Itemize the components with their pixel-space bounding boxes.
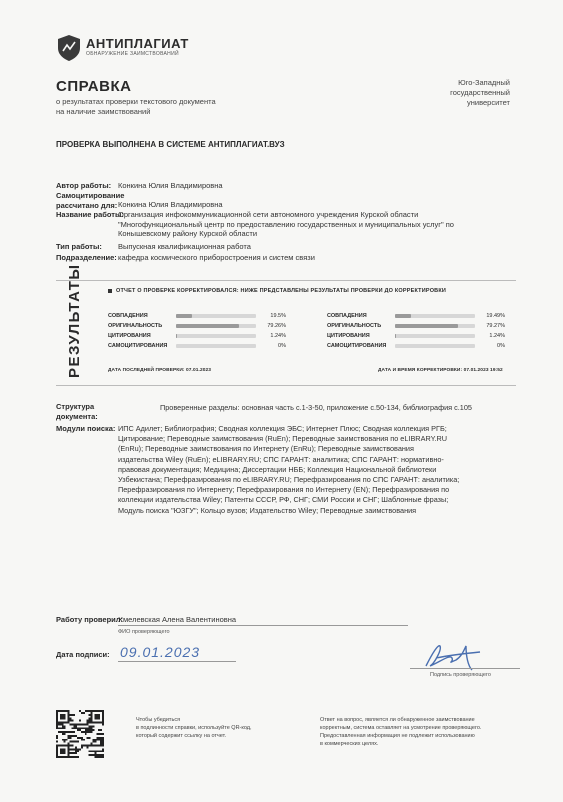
qr-module [71,735,73,737]
footer-qr-line: который содержит ссылку на отчет. [136,733,227,739]
qr-module [56,727,58,729]
qr-module [64,741,66,743]
work-title-value [118,210,518,239]
qr-module [87,722,89,724]
qr-module [77,723,79,725]
qr-module [102,756,104,758]
qr-module [64,739,66,741]
qr-module [69,731,71,733]
signature-underline [410,668,520,669]
footer-qr-line: Чтобы убедиться [136,717,181,723]
qr-module [69,752,71,754]
qr-module [102,750,104,752]
qr-module [89,725,91,727]
qr-module [89,718,91,720]
qr-module [73,725,75,727]
metric-bar [395,314,475,318]
qr-module [100,741,102,743]
qr-module [71,731,73,733]
qr-module [83,745,85,747]
qr-module [56,735,58,737]
self-cite-value: Конкина Юлия Владимировна [118,200,223,209]
qr-module [92,741,94,743]
footer-disclaimer-line: Ответ на вопрос, является ли обнаруженное заимствование [320,717,475,723]
qr-module [102,754,104,756]
qr-module [71,720,73,722]
metric-label: ЦИТИРОВАНИЯ [327,333,370,339]
qr-module [71,727,73,729]
qr-module [89,745,91,747]
qr-module [69,718,71,720]
qr-module [89,754,91,756]
qr-module [81,737,83,739]
structure-label [56,402,98,421]
metric-label: ОРИГИНАЛЬНОСТЬ [327,323,382,329]
logo-name: АНТИПЛАГИАТ [86,36,189,51]
date-sign-label: Дата подписи: [56,650,110,659]
qr-module [64,731,66,733]
qr-module [62,731,64,733]
qr-module [75,746,77,748]
qr-module [94,741,96,743]
footer-disclaimer [320,716,530,748]
qr-module [71,714,73,716]
dept-value: кафедра космического приборостроения и систем связи [118,253,315,262]
qr-module [89,710,91,712]
structure-label-line: документа: [56,411,98,421]
qr-module [79,737,81,739]
qr-module [98,754,100,756]
qr-module [94,752,96,754]
qr-module [73,723,75,725]
signature-image [410,636,490,676]
qr-module [89,729,91,731]
qr-module [102,743,104,745]
footer-disclaimer-line: Предоставленная информация не подлежит использованию [320,733,475,739]
metric-bar-fill [395,334,396,338]
qr-module [62,739,64,741]
qr-module [98,739,100,741]
qr-module [75,735,77,737]
qr-module [92,754,94,756]
qr-module [60,731,62,733]
qr-module [91,725,93,727]
qr-module [83,712,85,714]
metric-bar [176,314,256,318]
metric-bar-fill [395,324,458,328]
qr-module [64,725,66,727]
metric-value: 79.26% [267,323,286,329]
self-cite-label [56,191,124,210]
qr-module [98,756,100,758]
document-title: СПРАВКА [56,78,132,95]
qr-module [87,746,89,748]
metric-bar-fill [176,334,177,338]
organization [400,78,510,108]
qr-module [94,754,96,756]
metric-label: СОВПАДЕНИЯ [108,313,148,319]
qr-module [75,750,77,752]
qr-module [68,731,70,733]
qr-module [69,720,71,722]
qr-module [92,739,94,741]
check-system: ПРОВЕРКА ВЫПОЛНЕНА В СИСТЕМЕ АНТИПЛАГИАТ.ВУЗ [56,140,285,149]
modules-line: правовая документация; Медицина; Диссертации НББ; Коллекция Национальной библиотеки [118,464,437,474]
qr-module [91,743,93,745]
qr-module [94,745,96,747]
qr-module [79,729,81,731]
date-underline [118,661,236,662]
qr-module [71,756,73,758]
qr-module [98,737,100,739]
qr-module [100,743,102,745]
qr-module [73,741,75,743]
qr-module [96,737,98,739]
qr-module [79,710,81,712]
qr-module [62,725,64,727]
qr-module [87,710,89,712]
qr-module [56,723,58,725]
metric-bar [395,344,475,348]
qr-module [83,731,85,733]
shield-icon [56,34,82,62]
qr-module [69,745,71,747]
results-header-text: ОТЧЕТ О ПРОВЕРКЕ КОРРЕКТИРОВАЛСЯ: НИЖЕ ПРЕДСТАВЛЕНЫ РЕЗУЛЬТАТЫ ПРОВЕРКИ ДО КОРРЕКТИРОВКИ [116,288,447,294]
qr-module [94,750,96,752]
qr-module [81,739,83,741]
metric-value: 19.49% [486,313,505,319]
qr-module [87,745,89,747]
qr-module [87,723,89,725]
qr-module [91,745,93,747]
qr-module [94,739,96,741]
metric-value: 1.24% [489,333,505,339]
qr-module [73,748,75,750]
qr-module [81,723,83,725]
qr-module [56,741,58,743]
self-cite-label-line: рассчитано для: [56,200,118,210]
qr-module [71,723,73,725]
checker-value: Хмелевская Алена Валентиновна [118,615,237,624]
qr-module [77,750,79,752]
qr-module [85,731,87,733]
dept-label: Подразделение: [56,253,117,262]
qr-module [91,750,93,752]
qr-module [96,745,98,747]
metric-label: ОРИГИНАЛЬНОСТЬ [108,323,163,329]
author-value: Конкина Юлия Владимировна [118,181,223,190]
qr-module [69,735,71,737]
qr-module [75,741,77,743]
qr-module [62,733,64,735]
metric-label: ЦИТИРОВАНИЯ [108,333,151,339]
qr-module [62,723,64,725]
metric-label: САМОЦИТИРОВАНИЯ [327,343,387,349]
qr-module [91,727,93,729]
qr-module [100,750,102,752]
modules-line: Цитирование; Переводные заимствования (RuEn); Переводные заимствования по eLIBRARY.RU [118,434,448,444]
metric-label: САМОЦИТИРОВАНИЯ [108,343,168,349]
checker-caption: ФИО проверяющего [118,629,170,635]
qr-module [77,756,79,758]
metric-bar [176,334,256,338]
qr-module [69,748,71,750]
modules-line: издательства Wiley (RuEn); eLIBRARY.RU; СПС ГАРАНТ: аналитика; СПС ГАРАНТ: нормативно- [118,454,444,464]
square-bullet-icon [108,289,112,293]
qr-code[interactable] [56,710,104,758]
qr-module [58,727,60,729]
qr-module [98,750,100,752]
qr-module [87,731,89,733]
qr-module [75,725,77,727]
qr-module [77,741,79,743]
self-cite-label-line: Самоцитирование [56,191,125,200]
qr-module [69,741,71,743]
metric-bar [395,324,475,328]
qr-module [68,735,70,737]
qr-module [60,723,62,725]
qr-module [79,720,81,722]
metric-value: 0% [278,343,286,349]
qr-module [75,748,77,750]
qr-module [73,714,75,716]
qr-module [102,739,104,741]
metric-label: СОВПАДЕНИЯ [327,313,367,319]
qr-module [91,754,93,756]
qr-module [71,752,73,754]
results-vertical-text: РЕЗУЛЬТАТЫ [66,263,83,378]
qr-module [69,756,71,758]
qr-module [79,748,81,750]
type-label: Тип работы: [56,242,102,251]
qr-module [58,731,60,733]
metric-value: 19.5% [270,313,286,319]
checker-underline [118,625,408,626]
qr-module [89,750,91,752]
qr-module [77,737,79,739]
modules-line: (EnRu); Переводные заимствования по Интернету (EnRu); Переводные заимствования [118,444,414,454]
qr-module [81,712,83,714]
qr-module [98,745,100,747]
structure-label-line: Структура [56,402,95,411]
metric-value: 1.24% [270,333,286,339]
qr-module [87,727,89,729]
qr-module [87,720,89,722]
qr-module [79,723,81,725]
qr-module [96,750,98,752]
qr-module [98,729,100,731]
footer-qr-note [136,716,296,740]
qr-module [96,754,98,756]
qr-module [96,756,98,758]
qr-module [81,727,83,729]
qr-module [92,745,94,747]
correction-date: ДАТА И ВРЕМЯ КОРРЕКТИРОВКИ: 07.01.2023 19:52 [378,368,503,373]
metric-bar [176,324,256,328]
qr-module [69,737,71,739]
qr-module [85,727,87,729]
qr-module [85,733,87,735]
qr-module [81,746,83,748]
qr-module [83,723,85,725]
qr-module [75,727,77,729]
organization-line: университет [467,98,510,107]
modules-line: Перефразирования по Интернету; Перефразирования по Интернету (EN); Перефразирования по [118,485,450,495]
qr-module [69,714,71,716]
qr-module [64,727,66,729]
qr-module [56,737,58,739]
qr-module [102,733,104,735]
metric-value: 79.27% [486,323,505,329]
qr-module [89,722,91,724]
qr-module [73,756,75,758]
qr-module [73,727,75,729]
qr-module [85,729,87,731]
qr-module [91,731,93,733]
qr-module [100,733,102,735]
qr-module [75,752,77,754]
document-subtitle [56,97,276,117]
qr-module [89,727,91,729]
qr-module [73,735,75,737]
checker-label: Работу проверил: [56,615,124,624]
qr-module [64,733,66,735]
qr-module [102,748,104,750]
qr-module [100,754,102,756]
metric-bar-fill [176,324,239,328]
subtitle-line: о результатах проверки текстового документа [56,97,216,106]
logo-tagline: ОБНАРУЖЕНИЕ ЗАИМСТВОВАНИЙ [86,51,179,57]
qr-module [100,739,102,741]
modules-line: Узбекистана; Перефразирования по eLIBRARY.RU; Перефразирования по СПС ГАРАНТ: аналитика; [118,475,460,485]
author-label: Автор работы: [56,181,112,190]
qr-module [100,745,102,747]
results-vertical-label [66,263,88,380]
qr-module [92,725,94,727]
qr-module [102,745,104,747]
metric-bar [395,334,475,338]
qr-module [71,741,73,743]
footer-disclaimer-line: в коммерческих целях. [320,741,379,747]
qr-module [68,737,70,739]
qr-module [75,723,77,725]
last-check-date: ДАТА ПОСЛЕДНЕЙ ПРОВЕРКИ: 07.01.2023 [108,368,212,373]
footer-qr-line: в подлинности справки, используйте QR-код, [136,725,252,731]
qr-module [77,727,79,729]
qr-module [100,756,102,758]
work-title-label: Название работы: [56,210,124,219]
qr-module [92,729,94,731]
qr-module [56,725,58,727]
modules-text [118,424,526,516]
metric-bar-fill [395,314,411,318]
qr-module [81,745,83,747]
footer-disclaimer-line: корректным, система оставляет на усмотрение проверяющего. [320,725,482,731]
modules-line: коллекции издательства Wiley; Патенты СССР, РФ, СНГ; СМИ России и СНГ; Шаблонные фразы; [118,495,449,505]
qr-module [75,756,77,758]
modules-label: Модули поиска: [56,424,116,433]
work-title-line: Конышевскому району Курской области [118,229,258,238]
qr-module [71,745,73,747]
modules-line: ИПС Адилет; Библиография; Сводная коллекция ЭБС; Интернет Плюс; Сводная коллекция РГБ; [118,424,447,433]
qr-module [71,748,73,750]
metric-bar [176,344,256,348]
qr-module [58,723,60,725]
qr-module [102,737,104,739]
qr-module [83,739,85,741]
qr-module [102,723,104,725]
qr-module [96,739,98,741]
qr-module [66,731,68,733]
qr-module [87,737,89,739]
results-header [108,288,446,294]
organization-line: Юго-Западный государственный [450,78,510,97]
qr-module [60,727,62,729]
qr-module [96,733,98,735]
qr-module [68,743,70,745]
qr-module [83,727,85,729]
work-title-line: Организация инфокоммуникационной сети автономного учреждения Курской области [118,210,419,219]
qr-module [77,729,79,731]
metric-bar-fill [176,314,192,318]
qr-module [69,723,71,725]
qr-module [98,733,100,735]
qr-module [66,739,68,741]
qr-module [73,731,75,733]
qr-module [92,750,94,752]
qr-module [85,710,87,712]
qr-module [81,731,83,733]
qr-module [85,723,87,725]
structure-value: Проверенные разделы: основная часть с.1-3-50, приложение с.50-134, библиография с.105 [160,403,472,412]
date-sign-value: 09.01.2023 [120,644,201,660]
metric-value: 0% [497,343,505,349]
qr-module [100,729,102,731]
signature-caption: Подпись проверяющего [430,672,491,678]
subtitle-line: на наличие заимствований [56,107,151,116]
qr-module [102,741,104,743]
type-value: Выпускная квалификационная работа [118,242,251,251]
qr-module [89,714,91,716]
modules-line: Модуль поиска "ЮЗГУ"; Кольцо вузов; Издательство Wiley; Переводные заимствования [118,505,417,515]
work-title-line: "Многофункциональный центр по предоставлению государственных и муниципальных услуг" по [118,219,454,229]
qr-module [89,720,91,722]
qr-module [77,748,79,750]
qr-module [87,729,89,731]
qr-module [73,752,75,754]
qr-module [94,756,96,758]
qr-module [79,727,81,729]
qr-module [100,737,102,739]
qr-module [89,731,91,733]
qr-module [91,729,93,731]
qr-module [85,745,87,747]
qr-module [62,727,64,729]
qr-module [89,737,91,739]
